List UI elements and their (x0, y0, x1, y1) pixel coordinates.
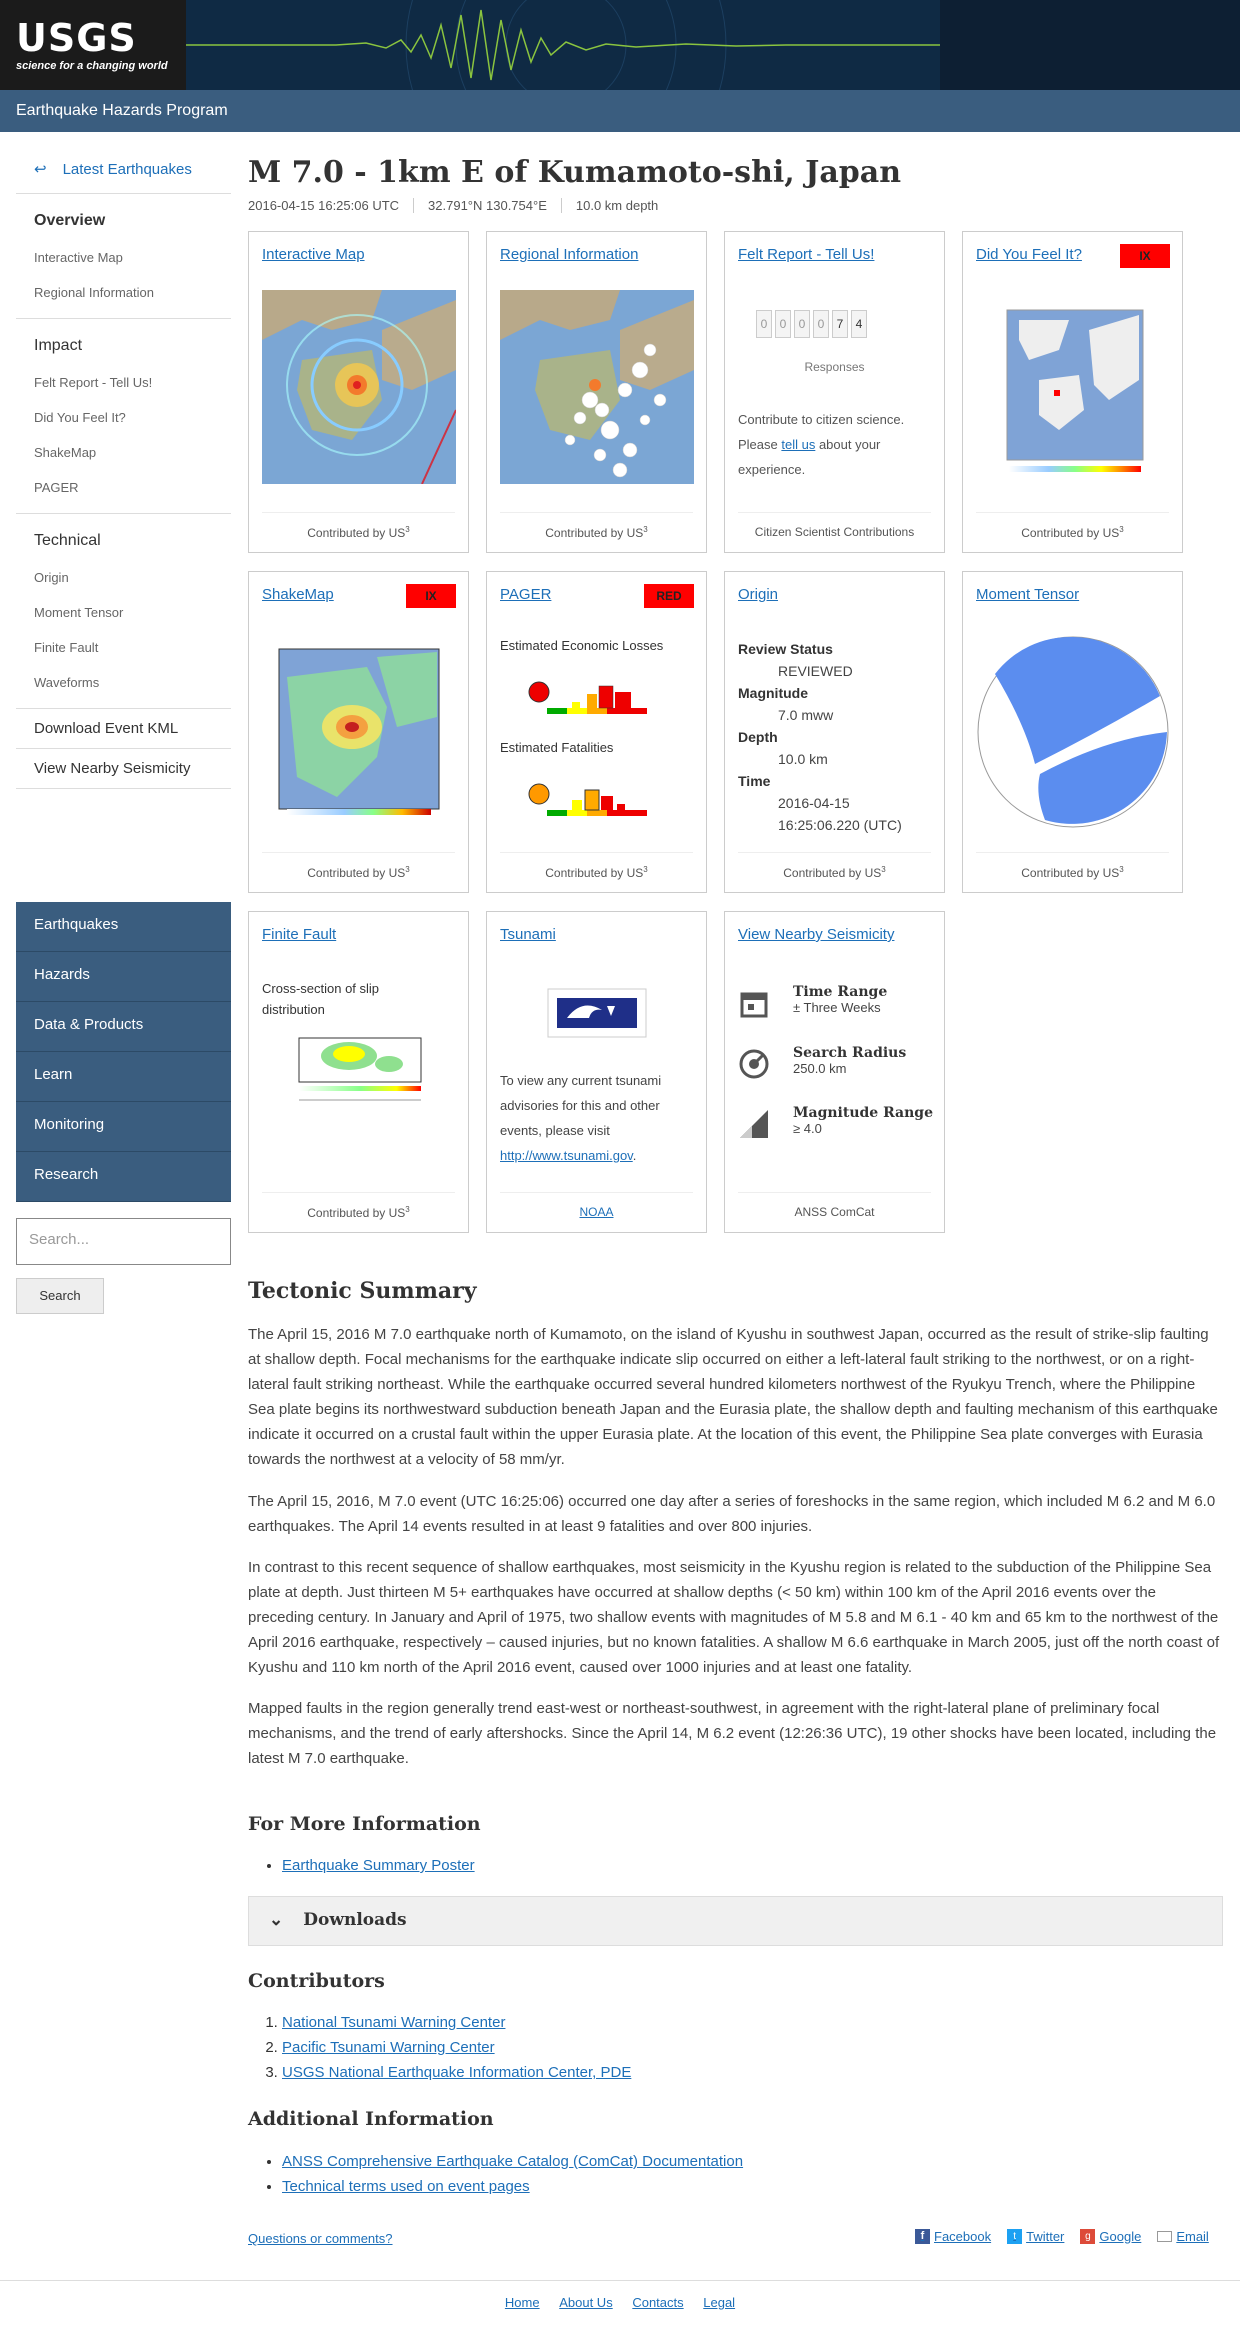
list-item (282, 2174, 743, 2199)
card-dyfi[interactable] (962, 231, 1183, 553)
nav-felt-report[interactable]: Felt Report - Tell Us! (34, 375, 153, 390)
card-title[interactable]: Felt Report - Tell Us! (738, 246, 875, 263)
list-item (282, 2010, 631, 2035)
facebook-link[interactable]: f Facebook (915, 2229, 991, 2244)
list-item (282, 2035, 631, 2060)
nav-origin[interactable]: Origin (34, 570, 69, 585)
footer-about-link[interactable]: About Us (559, 2295, 613, 2310)
alert-level-badge: RED (644, 584, 694, 608)
review-status-value: REVIEWED (778, 663, 853, 679)
contributors-list (282, 2010, 631, 2085)
more-info-list (282, 1853, 475, 1878)
usgs-logo[interactable] (0, 0, 186, 90)
shakemap-thumbnail[interactable] (277, 647, 441, 817)
card-title[interactable]: ShakeMap (262, 586, 334, 603)
facebook-icon: f (915, 2229, 930, 2244)
nav-group-technical (16, 514, 231, 709)
card-regional-information[interactable] (486, 231, 707, 553)
card-footer: Contributed by $US^3$ (500, 512, 693, 552)
tsunami-text: To view any current tsunami advisories for this and other events, please visit http://www.tsunami.gov. (500, 1073, 662, 1163)
counter-digit: 0 (756, 310, 772, 338)
nav-pager[interactable]: PAGER (34, 480, 79, 495)
additional-info-heading: Additional Information (248, 2108, 494, 2130)
site-nav-hazards[interactable]: Hazards (16, 952, 231, 1002)
nearby-seismicity-link[interactable]: View Nearby Seismicity (16, 749, 231, 789)
nav-shakemap[interactable]: ShakeMap (34, 445, 97, 460)
page-title: M 7.0 - 1km E of Kumamoto-shi, Japan (248, 155, 902, 190)
questions-link[interactable]: Questions or comments? (248, 2231, 393, 2246)
origin-details (738, 638, 902, 836)
site-nav-data-products[interactable]: Data & Products (16, 1002, 231, 1052)
card-nearby-seismicity[interactable] (724, 911, 945, 1233)
program-bar (0, 90, 1240, 132)
footer-home-link[interactable]: Home (504, 2295, 540, 2310)
card-title[interactable]: PAGER (500, 586, 552, 603)
magnitude-value: 7.0 mww (778, 707, 834, 723)
felt-description: Contribute to citizen science. Please tell us about your experience. (738, 412, 905, 477)
counter-digit: 0 (813, 310, 829, 338)
search-button[interactable]: Search (16, 1278, 104, 1314)
fatalities-chart (527, 782, 667, 822)
card-shakemap[interactable] (248, 571, 469, 893)
card-footer: Contributed by $US^3$ (262, 512, 455, 552)
economic-losses-chart (527, 680, 667, 720)
google-icon: g (1080, 2229, 1095, 2244)
site-nav-research[interactable]: Research (16, 1152, 231, 1202)
card-title[interactable]: Moment Tensor (976, 586, 1080, 603)
twitter-icon: t (1007, 2229, 1022, 2244)
card-title[interactable]: Tsunami (500, 926, 556, 943)
responses-label: Responses (804, 360, 865, 374)
nav-moment-tensor[interactable]: Moment Tensor (34, 605, 124, 620)
email-link[interactable]: Email (1157, 2229, 1209, 2244)
program-title[interactable]: Earthquake Hazards Program (16, 102, 228, 119)
counter-digit: 7 (832, 310, 848, 338)
time-range: Time Range ± Three Weeks (793, 984, 888, 1015)
nav-overview[interactable]: Overview (34, 212, 106, 229)
search-radius-icon (738, 1048, 770, 1080)
date-value: 2016-04-15 (778, 795, 850, 811)
site-nav-earthquakes[interactable]: Earthquakes (16, 902, 231, 952)
usgs-banner (0, 0, 1240, 90)
nav-group-overview (16, 194, 231, 319)
nav-group-impact (16, 319, 231, 514)
footer-legal-link[interactable]: Legal (703, 2295, 736, 2310)
event-time: 2016-04-15 16:25:06 UTC (248, 198, 400, 213)
search-input[interactable]: Search... (16, 1218, 231, 1265)
email-icon (1157, 2231, 1172, 2242)
magnitude-range-icon (738, 1108, 770, 1140)
footer-links (0, 2295, 1240, 2310)
site-nav-monitoring[interactable]: Monitoring (16, 1102, 231, 1152)
card-footer: Contributed by $US^3$ (976, 852, 1169, 892)
economic-losses-label: Estimated Economic Losses (500, 638, 664, 653)
tectonic-summary-heading: Tectonic Summary (248, 1278, 477, 1304)
card-footer (500, 1192, 693, 1232)
card-title[interactable]: Finite Fault (262, 926, 337, 943)
downloads-toggle[interactable]: ⌄ Downloads (248, 1896, 1223, 1946)
card-title[interactable]: Interactive Map (262, 246, 365, 263)
card-footer: Citizen Scientist Contributions (738, 512, 931, 552)
more-info-heading: For More Information (248, 1813, 481, 1835)
response-counter (756, 310, 867, 338)
interactive-map-thumbnail[interactable] (262, 290, 456, 484)
site-nav-learn[interactable]: Learn (16, 1052, 231, 1102)
event-meta (248, 198, 672, 213)
seismogram-graphic (186, 0, 940, 90)
list-item (282, 2060, 631, 2085)
contributors-heading: Contributors (248, 1970, 385, 1992)
card-origin[interactable] (724, 571, 945, 893)
logo-tagline: science for a changing world (16, 60, 168, 72)
card-title[interactable]: View Nearby Seismicity (738, 926, 895, 943)
card-footer: Contributed by $US^3$ (738, 852, 931, 892)
additional-info-list (282, 2149, 743, 2199)
regional-map-thumbnail[interactable] (500, 290, 694, 484)
chevron-down-icon: ⌄ (269, 1910, 284, 1930)
twitter-link[interactable]: t Twitter (1007, 2229, 1064, 2244)
magnitude-label: Magnitude (738, 685, 808, 701)
card-footer: ANSS ComCat (738, 1192, 931, 1232)
search-radius: Search Radius 250.0 km (793, 1045, 907, 1076)
time-label: Time (738, 773, 771, 789)
tectonic-paragraph-1: The April 15, 2016 M 7.0 earthquake north of Kumamoto, on the island of Kyushu in southwest Japan, occurred as the result of strike-slip faulting at shallow depth. Focal mechanisms for the earthquake indicate slip occurred on either a left-lateral fault striking to the northwest, or on a right-lateral fault striking northeast. While the earthquake occurred several hundred kilometers northwest of the Ryukyu Trench, where the Philippine Sea plate begins its northwestward subduction beneath Japan and the Eurasia plate, the shallow depth and faulting mechanism of this earthquake indicate it occurred on a crustal fault within the upper Eurasia plate. At the location of this event, the Philippine Sea plate converges with Eurasia towards the northwest at a velocity of 58 mm/yr. (248, 1326, 1218, 1468)
event-sidebar (16, 150, 231, 789)
card-tsunami[interactable] (486, 911, 707, 1233)
card-title[interactable]: Regional Information (500, 246, 639, 263)
nav-interactive-map[interactable]: Interactive Map (34, 250, 123, 265)
nav-impact[interactable]: Impact (34, 337, 83, 354)
nav-technical[interactable]: Technical (34, 532, 101, 549)
list-item (282, 2149, 743, 2174)
nav-waveforms[interactable]: Waveforms (34, 675, 100, 690)
event-location: 32.791°N 130.754°E (413, 198, 561, 213)
contributor-link[interactable]: Pacific Tsunami Warning Center (282, 2039, 495, 2056)
list-item (282, 1853, 475, 1878)
tectonic-paragraph-2: The April 15, 2016, M 7.0 event (UTC 16:25:06) occurred one day after a series of foreshocks in the same region, which included M 6.2 and M 6.0 earthquakes. The April 14 events resulted in at least 9 fatalities and over 800 injuries. (248, 1493, 1216, 1535)
depth-value: 10.0 km (778, 751, 828, 767)
social-links (915, 2229, 1209, 2244)
card-footer: Contributed by $US^3$ (976, 512, 1169, 552)
magnitude-range: Magnitude Range ≥ 4.0 (793, 1105, 933, 1136)
footer-contacts-link[interactable]: Contacts (632, 2295, 684, 2310)
google-link[interactable]: g Google (1080, 2229, 1141, 2244)
time-value: 16:25:06.220 (UTC) (778, 817, 902, 833)
site-nav (16, 902, 231, 1202)
calendar-icon (738, 988, 770, 1020)
nav-regional-information[interactable]: Regional Information (34, 285, 154, 300)
logo-text: USGS (16, 16, 137, 60)
card-moment-tensor[interactable] (962, 571, 1183, 893)
nav-finite-fault[interactable]: Finite Fault (34, 640, 99, 655)
depth-label: Depth (738, 729, 778, 745)
card-footer: Contributed by $US^3$ (500, 852, 693, 892)
review-status-label: Review Status (738, 641, 833, 657)
back-arrow-icon: ↩ (34, 161, 47, 178)
download-kml-link[interactable]: Download Event KML (16, 709, 231, 749)
card-title[interactable]: Did You Feel It? (976, 246, 1082, 263)
contributor-link[interactable]: National Tsunami Warning Center (282, 2014, 506, 2031)
slip-distribution-thumbnail[interactable] (289, 1030, 434, 1110)
card-footer: Contributed by $US^3$ (262, 852, 455, 892)
card-footer: Contributed by $US^3$ (262, 1192, 455, 1232)
counter-digit: 4 (851, 310, 867, 338)
latest-earthquakes-link[interactable]: ↩ Latest Earthquakes (16, 150, 231, 194)
card-pager[interactable] (486, 571, 707, 893)
tsunami-logo (547, 988, 647, 1038)
tsunami-gov-link[interactable]: http://www.tsunami.gov (500, 1148, 633, 1163)
tectonic-paragraph-4: Mapped faults in the region generally trend east-west or northeast-southwest, in agreement with the right-lateral plane of preliminary focal mechanisms, and the trend of early aftershocks. Since the April 14, M 6.2 event (12:26:36 UTC), 19 other shocks have been located, including the latest M 7.0 earthquake. (248, 1700, 1217, 1767)
contributor-link[interactable]: USGS National Earthquake Information Center, PDE (282, 2064, 632, 2081)
card-felt-report[interactable] (724, 231, 945, 553)
nav-dyfi[interactable]: Did You Feel It? (34, 410, 126, 425)
card-title[interactable]: Origin (738, 586, 779, 603)
footer-divider (0, 2280, 1240, 2281)
comcat-docs-link[interactable]: ANSS Comprehensive Earthquake Catalog (ComCat) Documentation (282, 2153, 744, 2170)
tell-us-link[interactable]: tell us (781, 437, 816, 452)
event-depth: 10.0 km depth (561, 198, 672, 213)
technical-terms-link[interactable]: Technical terms used on event pages (282, 2178, 530, 2195)
beachball-diagram[interactable] (975, 634, 1171, 830)
card-finite-fault[interactable] (248, 911, 469, 1233)
tectonic-paragraph-3: In contrast to this recent sequence of shallow earthquakes, most seismicity in the Kyushu region is related to the subduction of the Philippine Sea plate at depth. Just thirteen M 5+ earthquakes have occurred at shallow depths (< 50 km) within 100 km of the April 2016 events over the preceding century. In January and April of 1975, two shallow events with magnitudes of M 5.8 and M 6.1 - 40 km and 65 km to the northwest of the April 2016 earthquake, respectively – caused injuries, but no known fatalities. A shallow M 6.6 earthquake in March 2005, just off the north coast of Kyushu and 110 km north of the April 2016 event, caused over 1000 injuries and at least one fatality. (248, 1559, 1220, 1676)
card-interactive-map[interactable] (248, 231, 469, 553)
counter-digit: 0 (775, 310, 791, 338)
dyfi-map-thumbnail[interactable] (999, 290, 1151, 484)
intensity-badge: IX (1120, 244, 1170, 268)
finite-fault-description: Cross-section of slip distribution (262, 981, 380, 1017)
summary-poster-link[interactable]: Earthquake Summary Poster (282, 1857, 475, 1874)
noaa-link[interactable]: NOAA (579, 1205, 614, 1219)
counter-digit: 0 (794, 310, 810, 338)
fatalities-label: Estimated Fatalities (500, 740, 614, 755)
intensity-badge: IX (406, 584, 456, 608)
